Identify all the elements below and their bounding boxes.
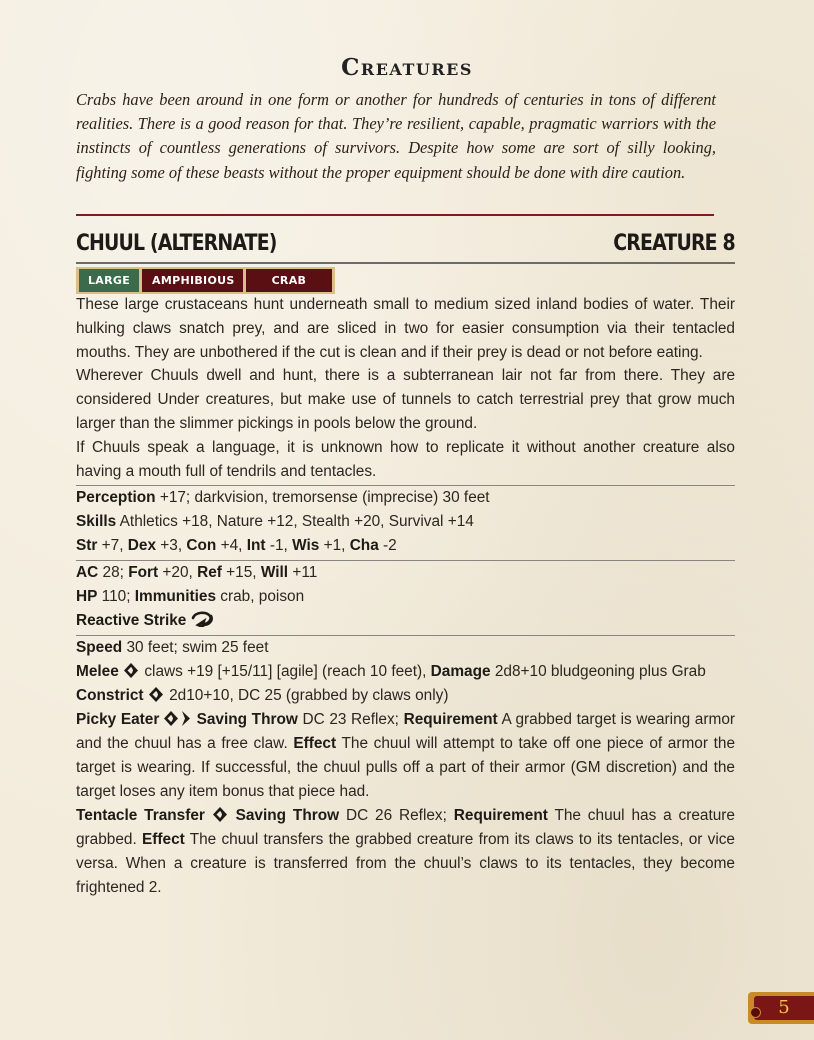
perception-line: Perception +17; darkvision, tremorsense (imprecise) 30 feet — [76, 489, 490, 506]
offense-block — [76, 636, 735, 900]
trait-badge-amphibious: AMPHIBIOUS — [142, 269, 243, 292]
abilities-line: Str +7, Dex +3, Con +4, Int -1, Wis +1, Cha -2 — [76, 537, 397, 554]
hp-line: HP 110; Immunities crab, poison — [76, 588, 305, 605]
header-divider — [76, 262, 735, 264]
one-action-icon — [148, 687, 165, 702]
trait-list — [76, 267, 335, 294]
description-paragraph: If Chuuls speak a language, it is unknown how to replicate it without another creature also having a mouth full of tendrils and tentacles. — [76, 438, 735, 480]
one-action-icon — [123, 663, 140, 678]
constrict-line: Constrict 2d10+10, DC 25 (grabbed by claws only) — [76, 687, 449, 704]
defense-block — [76, 561, 735, 633]
reaction-icon — [191, 611, 213, 627]
description-paragraph: Wherever Chuuls dwell and hunt, there is a subterranean lair not far from there. They are considered Under creatures, but make use of tunnels to catch terrestrial prey that grow much larger than the slimmer pickings in pools below the ground. — [76, 367, 735, 432]
description-paragraph: These large crustaceans hunt underneath small to medium sized inland bodies of water. Their hulking claws snatch prey, and are sliced in two for easier consumption via their tentacled mouths. They are unbothered if the cut is clean and if their prey is dead or not before eating. — [76, 296, 735, 361]
intro-paragraph: Crabs have been around in one form or another for hundreds of centuries in tons of different realities. There is a good reason for that. They’re resilient, capable, pragmatic warriors with the instincts of countless generations of survivors. Despite how some are sort of silly looking, fighting some of these beasts without the proper equipment should be done with dire caution. — [76, 90, 716, 182]
creature-description — [76, 293, 735, 483]
skills-line: Skills Athletics +18, Nature +12, Stealth +20, Survival +14 — [76, 513, 474, 530]
picky-eater-ability: Picky Eater Saving Throw DC 23 Reflex; Requirement A grabbed target is wearing armor and the chuul has a free claw. Effect The chuul will attempt to take off one piece of armor the target is wearing. If successful, the chuul pulls off a part of their armor (GM discretion) and the target loses any item bonus that piece had. — [76, 711, 736, 800]
defense-line: AC 28; Fort +20, Ref +15, Will +11 — [76, 564, 318, 581]
creature-name: CHUUL (ALTERNATE) — [76, 231, 277, 256]
reactive-strike-line: Reactive Strike — [76, 609, 735, 633]
two-action-icon — [164, 711, 192, 726]
page-number: 5 — [778, 997, 790, 1018]
tentacle-transfer-ability: Tentacle Transfer Saving Throw DC 26 Reflex; Requirement The chuul has a creature grabbed. Effect The chuul transfers the grabbed creature from its claws to its tentacles, or vice versa. When a creature is transferred from the chuul’s claws to its tentacles, they become frightened 2. — [76, 807, 735, 896]
one-action-icon — [212, 807, 229, 822]
trait-badge-crab: CRAB — [246, 269, 333, 292]
creature-level: CREATURE 8 — [613, 231, 735, 256]
page-number-badge — [748, 992, 814, 1024]
trait-badge-size: LARGE — [79, 269, 139, 292]
section-title: Creatures — [341, 54, 473, 81]
senses-block — [76, 486, 735, 558]
stat-block-header — [76, 231, 735, 256]
intro-divider — [76, 214, 714, 216]
melee-line: Melee claws +19 [+15/11] [agile] (reach 10 feet), Damage 2d8+10 bludgeoning plus Grab — [76, 663, 706, 680]
speed-line: Speed 30 feet; swim 25 feet — [76, 639, 269, 656]
